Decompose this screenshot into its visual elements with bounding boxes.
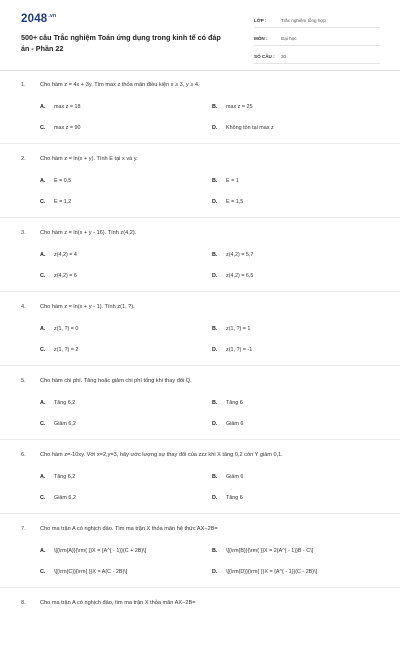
- question-text: [21, 452, 382, 458]
- option-letter: D.: [212, 125, 218, 131]
- answer-option-b[interactable]: [212, 178, 239, 184]
- meta-row-count: [254, 49, 380, 64]
- answer-option-c[interactable]: [40, 125, 81, 131]
- option-letter: C.: [40, 273, 46, 279]
- logo-suffix: .vn: [48, 13, 57, 19]
- option-text: Giảm 6: [226, 474, 244, 480]
- answer-option-b[interactable]: [212, 252, 253, 258]
- option-letter: B.: [212, 252, 218, 258]
- option-text: Tăng 6,2: [54, 474, 76, 480]
- answer-option-d[interactable]: [212, 199, 243, 205]
- meta-label: SỐ CÂU :: [254, 53, 275, 59]
- answer-option-b[interactable]: [212, 326, 250, 332]
- page-title: 500+ câu Trắc nghiệm Toán ứng dụng trong kinh tế có đáp án - Phần 22: [21, 33, 221, 53]
- option-letter: B.: [212, 400, 218, 406]
- option-letter: A.: [40, 474, 46, 480]
- question-item: [0, 218, 400, 292]
- meta-value: Đại học: [281, 35, 297, 41]
- option-text: E = 1: [226, 178, 239, 184]
- option-text: Giảm 6: [226, 421, 244, 427]
- question-item: [0, 588, 400, 661]
- option-letter: B.: [212, 178, 218, 184]
- answer-option-a[interactable]: [40, 400, 75, 406]
- option-text: z(4,2) = 4: [54, 252, 77, 258]
- option-text: Giảm 6,2: [54, 495, 76, 501]
- question-list: [0, 70, 400, 661]
- option-letter: D.: [212, 569, 218, 575]
- option-text: max z = 90: [54, 125, 81, 131]
- answer-option-c[interactable]: [40, 199, 71, 205]
- option-text: z(4,2) = 6,5: [226, 273, 254, 279]
- question-number: 3.: [21, 230, 26, 236]
- question-number: 4.: [21, 304, 26, 310]
- option-letter: D.: [212, 273, 218, 279]
- question-stem: Cho ma trận A có nghịch đảo. Tìm ma trận X thỏa mãn hệ thức AX−2B=: [40, 526, 218, 532]
- option-letter: B.: [212, 474, 218, 480]
- option-letter: C.: [40, 347, 46, 353]
- option-text: max z = 18: [54, 104, 81, 110]
- meta-label: LỚP :: [254, 17, 267, 23]
- answer-option-a[interactable]: [40, 252, 77, 258]
- answer-option-b[interactable]: [212, 400, 243, 406]
- option-text: E = 0,5: [54, 178, 72, 184]
- option-text: \[{\rm{B}}{\rm{ }}X = 2{A^{ - 1}}B - C\]: [226, 548, 314, 554]
- answer-option-a[interactable]: [40, 326, 78, 332]
- question-text: [21, 304, 382, 310]
- option-letter: A.: [40, 326, 46, 332]
- answer-option-c[interactable]: [40, 569, 127, 575]
- option-text: z(4,2) = 6: [54, 273, 77, 279]
- logo-text: 2048: [21, 13, 48, 25]
- question-text: [21, 526, 382, 532]
- document-header: [0, 0, 400, 71]
- option-text: Tăng 6,2: [54, 400, 76, 406]
- option-letter: C.: [40, 495, 46, 501]
- question-number: 8.: [21, 600, 26, 606]
- question-text: [21, 82, 382, 88]
- option-text: \[{\rm{A}}{\rm{ }}X = {A^{ - 1}}(C + 2B)\]: [54, 548, 147, 554]
- option-letter: B.: [212, 548, 218, 554]
- question-number: 1.: [21, 82, 26, 88]
- answer-option-c[interactable]: [40, 421, 76, 427]
- question-stem: Cho hàm z=-10xy. Với x=2,y=3, hãy ước lượng sự thay đổi của zzz khi X tăng 0,2 còn Y giảm 0,1.: [40, 452, 283, 458]
- option-letter: D.: [212, 347, 218, 353]
- option-text: \[{\rm{D}}{\rm{ }}X = {A^{ - 1}}(C - 2B)\]: [226, 569, 318, 575]
- answer-option-d[interactable]: [212, 495, 243, 501]
- option-letter: A.: [40, 252, 46, 258]
- site-logo[interactable]: [21, 13, 56, 25]
- question-number: 2.: [21, 156, 26, 162]
- option-text: z(1, ?) = 2: [54, 347, 79, 353]
- question-stem: Cho ma trận A có nghịch đảo, tìm ma trận X thỏa mãn AX−2B=: [40, 600, 196, 606]
- option-letter: D.: [212, 199, 218, 205]
- answer-option-c[interactable]: [40, 273, 77, 279]
- answer-option-d[interactable]: [212, 273, 253, 279]
- answer-option-b[interactable]: [212, 474, 243, 480]
- question-item: [0, 144, 400, 218]
- option-text: Không tồn tại max z: [226, 125, 274, 131]
- answer-option-b[interactable]: [212, 104, 253, 110]
- answer-option-a[interactable]: [40, 548, 146, 554]
- answer-option-c[interactable]: [40, 495, 76, 501]
- option-text: E = 1,2: [54, 199, 72, 205]
- meta-row-class: [254, 13, 380, 28]
- question-number: 5.: [21, 378, 26, 384]
- option-letter: B.: [212, 104, 218, 110]
- option-text: z(1, ?) = -1: [226, 347, 253, 353]
- question-item: [0, 514, 400, 588]
- answer-option-a[interactable]: [40, 474, 75, 480]
- question-number: 6.: [21, 452, 26, 458]
- option-letter: A.: [40, 400, 46, 406]
- option-letter: B.: [212, 326, 218, 332]
- option-text: z(4,2) = 5,7: [226, 252, 254, 258]
- option-letter: C.: [40, 569, 46, 575]
- question-stem: Cho hàm chi phí. Tăng hoặc giảm chi phí tổng khi thay đổi Q.: [40, 378, 192, 384]
- answer-option-a[interactable]: [40, 104, 81, 110]
- question-item: [0, 292, 400, 366]
- option-letter: C.: [40, 421, 46, 427]
- document-meta: [254, 13, 380, 67]
- question-stem: Cho hàm z = ln(x + y - 16). Tính z(4,2).: [40, 230, 137, 236]
- option-letter: C.: [40, 199, 46, 205]
- question-number: 7.: [21, 526, 26, 532]
- answer-option-a[interactable]: [40, 178, 71, 184]
- question-item: [0, 366, 400, 440]
- question-text: [21, 230, 382, 236]
- meta-value: Trắc nghiệm tổng hợp: [281, 17, 326, 23]
- option-text: E = 1,5: [226, 199, 244, 205]
- question-item: [0, 440, 400, 514]
- option-text: z(1, ?) = 1: [226, 326, 251, 332]
- option-text: Giảm 6,2: [54, 421, 76, 427]
- answer-option-d[interactable]: [212, 125, 274, 131]
- question-stem: Cho hàm z = ln(x + y). Tính E tại x và y.: [40, 156, 138, 162]
- option-text: \[{\rm{C}}{\rm{ }}X = A(C - 2B)\]: [54, 569, 128, 575]
- option-letter: D.: [212, 495, 218, 501]
- question-text: [21, 378, 382, 384]
- meta-label: MÔN :: [254, 35, 268, 41]
- meta-row-subject: [254, 31, 380, 46]
- question-item: [0, 70, 400, 144]
- option-text: max z = 25: [226, 104, 253, 110]
- answer-option-c[interactable]: [40, 347, 78, 353]
- question-stem: Cho hàm z = 4x + 3y. Tìm max z thỏa mãn điều kiện x ≥ 3, y ≥ 4.: [40, 82, 200, 88]
- option-letter: A.: [40, 548, 46, 554]
- option-letter: D.: [212, 421, 218, 427]
- option-text: Tăng 6: [226, 400, 243, 406]
- option-text: z(1, ?) = 0: [54, 326, 79, 332]
- meta-value: 30: [281, 53, 287, 59]
- answer-option-d[interactable]: [212, 347, 252, 353]
- answer-option-d[interactable]: [212, 569, 317, 575]
- option-letter: A.: [40, 104, 46, 110]
- answer-option-d[interactable]: [212, 421, 243, 427]
- option-text: Tăng 6: [226, 495, 243, 501]
- question-text: [21, 156, 382, 162]
- option-letter: C.: [40, 125, 46, 131]
- option-letter: A.: [40, 178, 46, 184]
- question-text: [21, 600, 382, 606]
- answer-option-b[interactable]: [212, 548, 313, 554]
- question-stem: Cho hàm z = ln(x + y - 1). Tính z(1, ?).: [40, 304, 135, 310]
